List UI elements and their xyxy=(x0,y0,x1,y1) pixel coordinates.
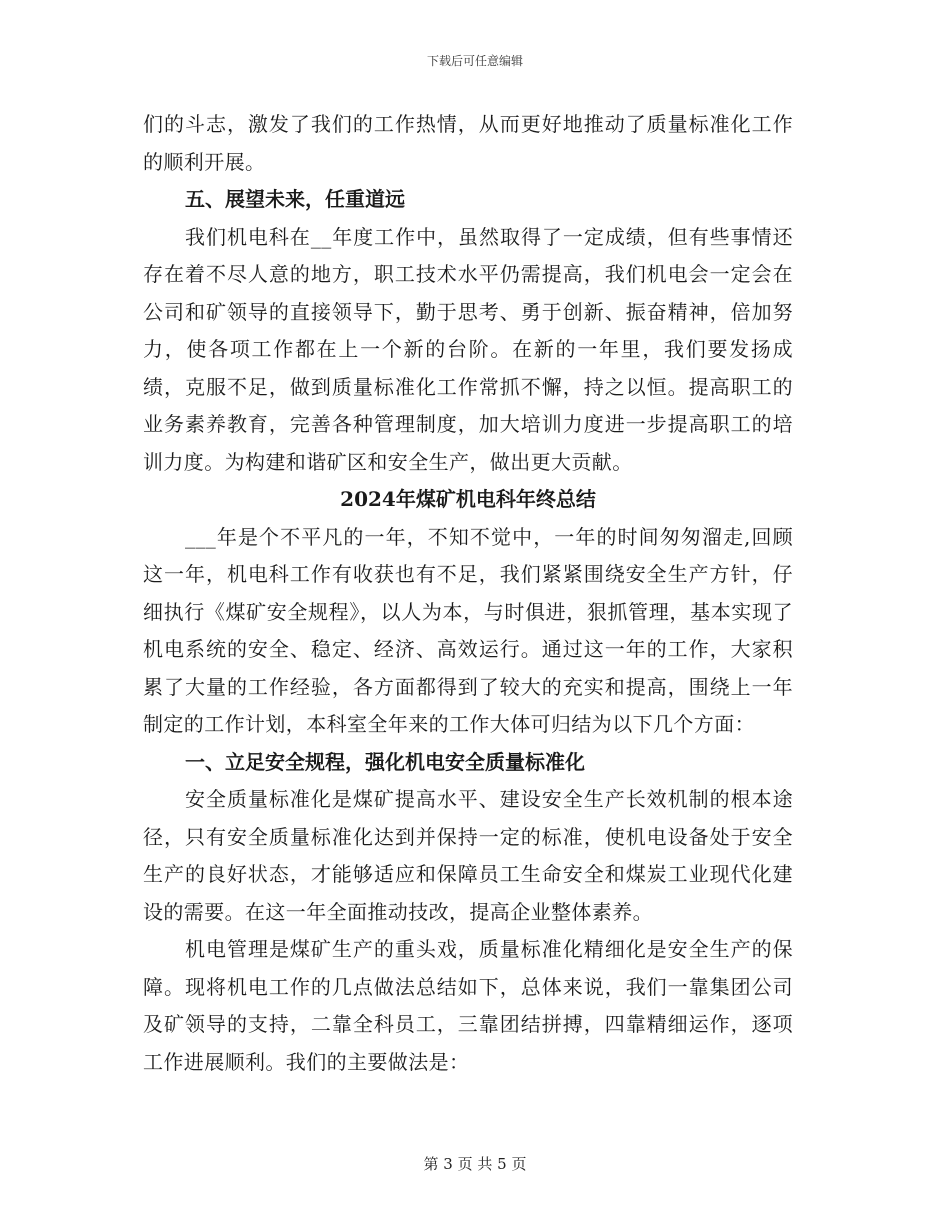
page-number: 第 3 页 共 5 页 xyxy=(423,1155,527,1173)
paragraph-intro: ___年是个不平凡的一年，不知不觉中，一年的时间匆匆溜走,回顾这一年，机电科工作有收获也有不足，我们紧紧围绕安全生产方针，仔细执行《煤矿安全规程》，以人为本，与时俱进，狠抓管理，基本实现了机电系统的安全、稳定、经济、高效运行。通过这一年的工作，大家积累了大量的工作经验，各方面都得到了较大的充实和提高，围绕上一年制定的工作计划，本科室全年来的工作大体可归结为以下几个方面： xyxy=(143,524,793,736)
paragraph-management: 机电管理是煤矿生产的重头戏，质量标准化精细化是安全生产的保障。现将机电工作的几点做法总结如下，总体来说，我们一靠集团公司及矿领导的支持，二靠全科员工，三靠团结拼搏，四靠精细运作，逐项工作进展顺利。我们的主要做法是： xyxy=(143,937,793,1074)
section-heading-outlook: 五、展望未来，任重道远 xyxy=(185,187,405,211)
paragraph-safety: 安全质量标准化是煤矿提高水平、建设安全生产长效机制的根本途径，只有安全质量标准化达到并保持一定的标准，使机电设备处于安全生产的良好状态，才能够适应和保障员工生命安全和煤炭工业现代化建设的需要。在这一年全面推动技改，提高企业整体素养。 xyxy=(143,787,793,924)
paragraph-continuation: 们的斗志，激发了我们的工作热情，从而更好地推动了质量标准化工作的顺利开展。 xyxy=(143,112,793,174)
document-body xyxy=(143,106,793,1081)
page-header: 下载后可任意编辑 xyxy=(426,54,523,68)
document-title: 2024年煤矿机电科年终总结 xyxy=(340,487,596,511)
section-heading-safety: 一、立足安全规程，强化机电安全质量标准化 xyxy=(185,749,585,774)
paragraph-outlook: 我们机电科在__年度工作中，虽然取得了一定成绩，但有些事情还存在着不尽人意的地方，职工技术水平仍需提高，我们机电会一定会在公司和矿领导的直接领导下，勤于思考、勇于创新、振奋精神，倍加努力，使各项工作都在上一个新的台阶。在新的一年里，我们要发扬成绩，克服不足，做到质量标准化工作常抓不懈，持之以恒。提高职工的业务素养教育，完善各种管理制度，加大培训力度进一步提高职工的培训力度。为构建和谐矿区和安全生产，做出更大贡献。 xyxy=(143,224,793,474)
